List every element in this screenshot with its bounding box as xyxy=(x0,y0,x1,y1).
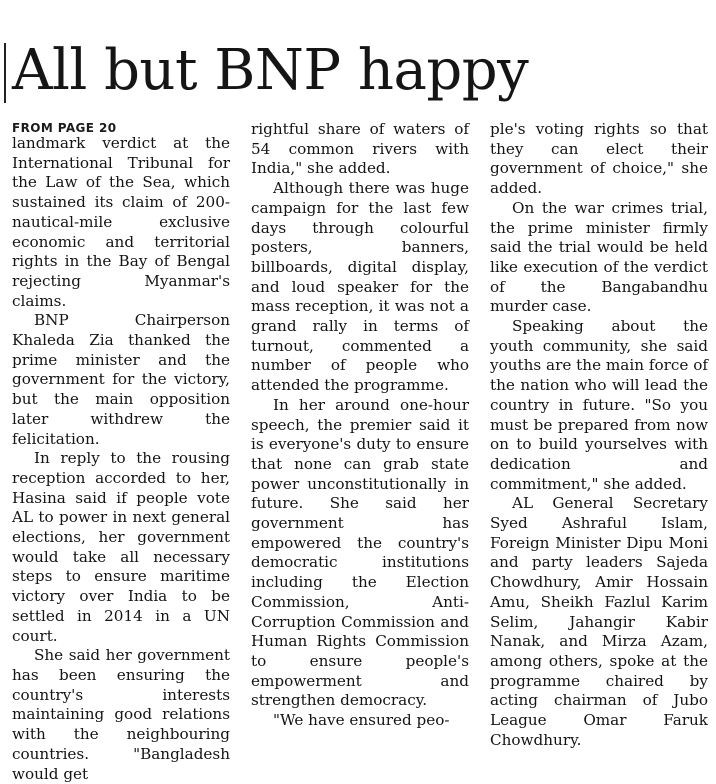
paragraph: "We have ensured peo- xyxy=(273,711,450,730)
paragraph: AL General Secretary Syed Ashraful Islam, Foreign Minister Dipu Moni and party leaders Sajeda Chowdhury, Amir Hossain Amu, Sheikh Fazlul Karim Selim, Jahangir Kabir Nanak, and Mirza Azam, among others, spoke at the programme chaired by acting chairman of Jubo League Omar Faruk Chowdhury. xyxy=(490,494,708,749)
paragraph: BNP Chairperson Khaleda Zia thanked the prime minister and the government for the victory, but the main opposition later withdrew the felicitation. xyxy=(12,311,230,448)
paragraph: On the war crimes trial, the prime minister firmly said the trial would be held like execution of the verdict of the Bangabandhu murder case. xyxy=(490,198,708,316)
paragraph: In her around one-hour speech, the premier said it is everyone's duty to ensure that none can grab state power unconstitutionally in future. She said her government has empowered the country's democratic institutions including the Election Commission, Anti-Corruption Commission and Human Rights Commission to ensure people's empowerment and strengthen democracy. xyxy=(251,395,469,710)
paragraph: In reply to the rousing reception accorded to her, Hasina said if people vote AL to power in next general elections, her government would take all necessary steps to ensure maritime victory over India to be settled in 2014 in a UN court. xyxy=(12,449,230,645)
paragraph: Although there was huge campaign for the last few days through colourful posters, banners, billboards, digital display, and loud speaker for the mass reception, it was not a grand rally in terms of turnout, commented a number of people who attended the programme. xyxy=(251,179,469,395)
column-rule xyxy=(4,43,6,103)
paragraph: rightful share of waters of 54 common rivers with India," she added. xyxy=(251,120,469,178)
from-page-label: FROM PAGE 20 xyxy=(12,121,117,135)
article-column-1 xyxy=(12,134,230,783)
paragraph: Speaking about the youth community, she said youths are the main force of the nation who will lead the country in future. "So you must be prepared from now on to build yourselves with dedication and commitment," she added. xyxy=(490,317,708,493)
article-column-3 xyxy=(490,120,708,749)
article-column-2 xyxy=(251,120,469,730)
paragraph: landmark verdict at the International Tribunal for the Law of the Sea, which sustained its claim of 200-nautical-mile exclusive economic and territorial rights in the Bay of Bengal rejecting Myanmar's claims. xyxy=(12,134,230,310)
paragraph: She said her government has been ensuring the country's interests maintaining good relations with the neighbouring countries. "Bangladesh would get xyxy=(12,646,230,783)
headline: All but BNP happy xyxy=(12,38,529,103)
paragraph: ple's voting rights so that they can elect their government of choice," she added. xyxy=(490,120,708,198)
